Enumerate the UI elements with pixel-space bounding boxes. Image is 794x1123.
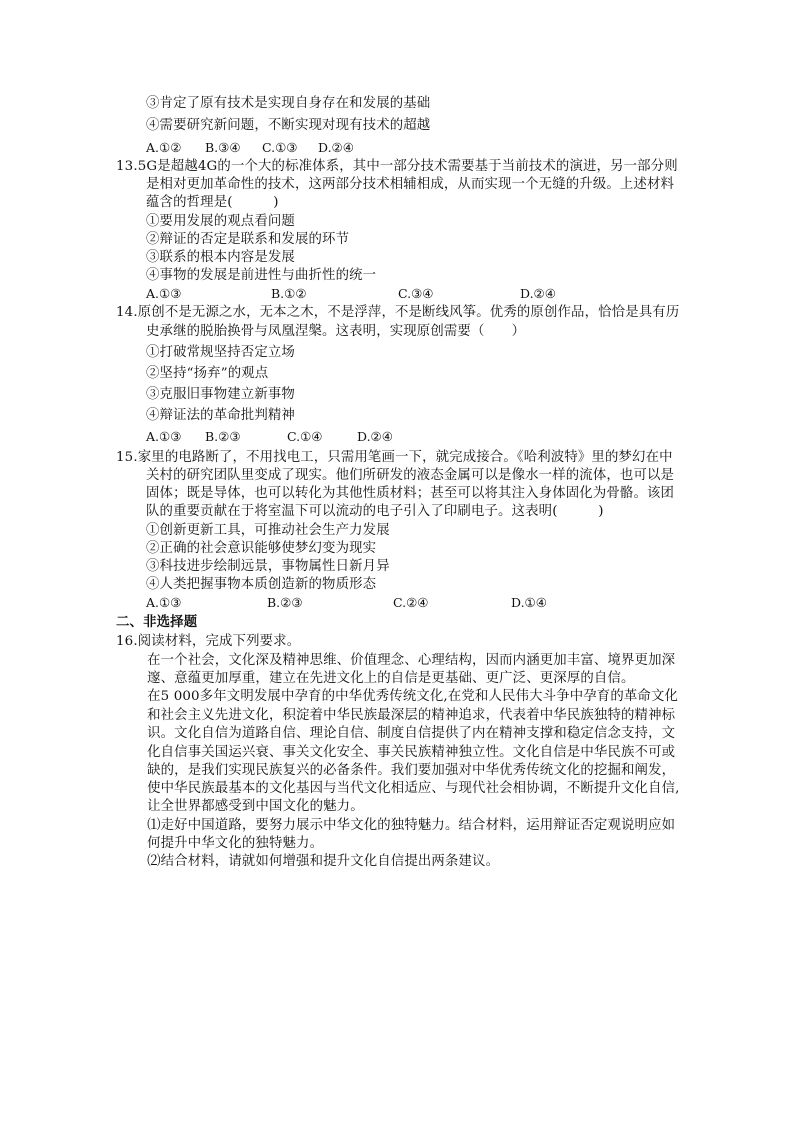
q13-stem-line-1: 13.5G是超越4G的一个大的标准体系，其中一部分技术需要基于当前技术的演进，另一部分则 [116,159,678,174]
q14-stem-line-2: 史承继的脱胎换骨与凤凰涅槃。这表明，实现原创需要（ ） [146,324,526,339]
q15-stem-line-4: 队的重要贡献在于将室温下可以流动的电子引入了印刷电子。这表明( ) [146,504,604,519]
q12-option-b: B.③④ [205,140,241,155]
q15-item-2: ②正确的社会意识能够使梦幻变为现实 [146,541,377,556]
q16-line-3: 邃、意蕴更加厚重，建立在先进文化上的自信是更基础、更广泛、更深厚的自信。 [120,671,635,686]
q13-option-d: D.②④ [520,286,556,301]
q16-line-4: 在5 000多年文明发展中孕育的中华优秀传统文化,在党和人民伟大斗争中孕育的革命文化 [120,689,679,704]
q14-option-c: C.①④ [287,429,323,444]
q14-option-a: A.①③ [146,429,182,444]
q14-item-1: ①打破常规坚持否定立场 [146,345,295,360]
q16-line-7: 化自信事关国运兴衰、事关文化安全、事关民族精神独立性。文化自信是中华民族不可或 [120,745,676,760]
q13-stem-line-3: 蕴含的哲理是( ) [146,195,279,210]
q13-option-c: C.③④ [398,286,434,301]
q16-sub-2: ⑵结合材料，请就如何增强和提升文化自信提出两条建议。 [120,854,500,869]
q15-item-1: ①创新更新工具，可推动社会生产力发展 [146,523,390,538]
q13-item-3: ③联系的根本内容是发展 [146,250,295,265]
q14-item-2: ②坚持“扬弃”的观点 [146,366,269,381]
section-title: 二、非选择题 [116,614,198,630]
q13-option-a: A.①③ [146,286,182,301]
q13-stem-line-2: 是相对更加革命性的技术，这两部分技术相辅相成，从而实现一个无缝的升级。上述材料 [146,177,675,192]
q16-line-8: 缺的，是我们实现民族复兴的必备条件。我们要加强对中华优秀传统文化的挖掘和阐发， [120,763,676,778]
q14-item-4: ④辩证法的革命批判精神 [146,408,295,423]
q15-option-a: A.①③ [146,595,182,610]
q12-option-c: C.①③ [262,140,298,155]
q13-item-4: ④事物的发展是前进性与曲折性的统一 [146,268,377,283]
q13-option-b: B.①② [271,286,307,301]
q16-sub-1-line-1: ⑴走好中国道路，要努力展示中华文化的独特魅力。结合材料，运用辩证否定观说明应如 [120,818,676,833]
q12-option-a: A.①② [146,140,182,155]
q14-option-b: B.②③ [205,429,241,444]
q16-sub-1-line-2: 何提升中华文化的独特魅力。 [120,836,324,851]
q15-option-d: D.①④ [511,595,547,610]
q15-stem-line-2: 关村的研究团队里变成了现实。他们所研发的液态金属可以是像水一样的流体，也可以是 [146,468,675,483]
q15-item-3: ③科技进步绘制远景，事物属性日新月异 [146,559,390,574]
q13-item-2: ②辩证的否定是联系和发展的环节 [146,232,350,247]
q15-option-c: C.②④ [393,595,429,610]
q16-line-10: 让全世界都感受到中国文化的魅力。 [120,799,364,814]
q16-line-6: 识。文化自信为道路自信、理论自信、制度自信提供了内在精神支撑和稳定信念支持，文 [120,726,676,741]
q14-stem-line-1: 14.原创不是无源之水，无本之木，不是浮萍，不是断线风筝。优秀的原创作品，恰恰是具有历 [116,305,680,320]
q14-item-3: ③克服旧事物建立新事物 [146,387,295,402]
q16-line-5: 和社会主义先进文化，积淀着中华民族最深层的精神追求，代表着中华民族独特的精神标 [120,708,676,723]
q15-item-4: ④人类把握事物本质创造新的物质形态 [146,577,377,592]
q12-option-d: D.②④ [318,140,354,155]
q12-item-4: ④需要研究新问题，不断实现对现有技术的超越 [146,118,431,133]
q15-option-b: B.②③ [267,595,303,610]
q14-option-d: D.②④ [357,429,393,444]
q12-item-3: ③肯定了原有技术是实现自身存在和发展的基础 [146,96,431,111]
q16-line-1: 16.阅读材料，完成下列要求。 [116,634,301,649]
q16-line-9: 使中华民族最基本的文化基因与当代文化相适应、与现代社会相协调，不断提升文化自信, [120,781,680,796]
q13-item-1: ①要用发展的观点看问题 [146,214,295,229]
q15-stem-line-3: 固体；既是导体，也可以转化为其他性质材料；甚至可以将其注入身体固化为骨骼。该团 [146,486,675,501]
q15-stem-line-1: 15.家里的电路断了，不用找电工，只需用笔画一下，就完成接合。《哈利波特》里的梦幻在中 [116,450,673,465]
q16-line-2: 在一个社会，文化深及精神思维、价值理念、心理结构，因而内涵更加丰富、境界更加深 [120,653,676,668]
